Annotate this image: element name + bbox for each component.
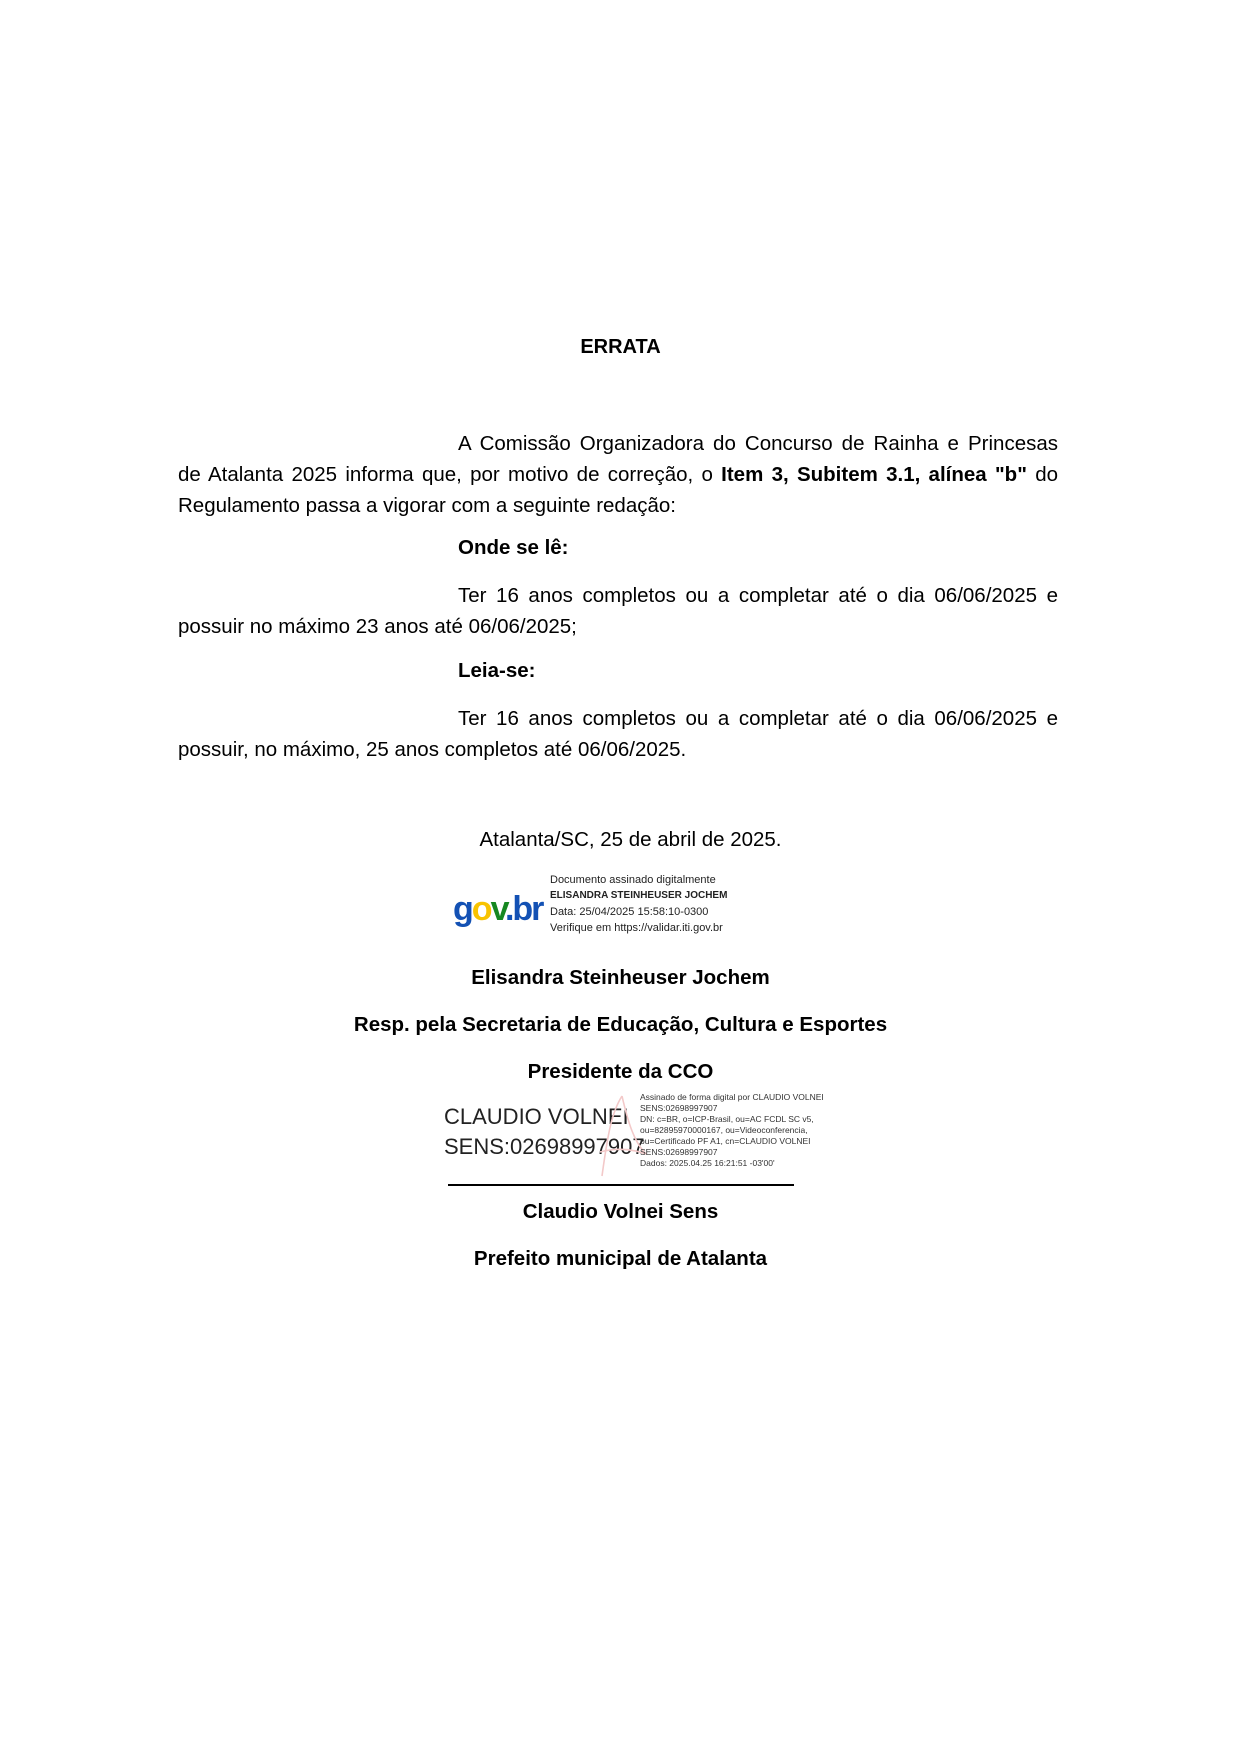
leia-se-heading: Leia-se:	[458, 659, 536, 682]
govbr-line-signed: Documento assinado digitalmente	[550, 874, 716, 886]
place-date: Atalanta/SC, 25 de abril de 2025.	[479, 828, 782, 851]
signer1-name: Elisandra Steinheuser Jochem	[471, 966, 770, 989]
leia-se-text: Ter 16 anos completos ou a completar até o dia 06/06/2025 e possuir, no máximo, 25 anos completos até 06/06/2025.	[178, 707, 1058, 761]
onde-se-le-heading: Onde se lê:	[458, 536, 569, 559]
cv-detail-line: DN: c=BR, o=ICP-Brasil, ou=AC FCDL SC v5,	[640, 1114, 814, 1124]
govbr-logo-br: br	[512, 890, 543, 928]
signer2-role: Prefeito municipal de Atalanta	[473, 1247, 768, 1270]
govbr-logo-v: v	[490, 890, 505, 928]
cv-signature-name-line2: SENS:02698997907	[444, 1134, 645, 1159]
govbr-signature-text	[550, 872, 727, 936]
intro-text-start: A Comissão Organizadora do Concurso de Rainha e Princesas de Atalanta 2025 informa que, por motivo de correção, o	[178, 432, 1058, 486]
govbr-signer-name: ELISANDRA STEINHEUSER JOCHEM	[550, 890, 728, 901]
svg-text:gov.br	[453, 890, 544, 928]
govbr-logo-o: o	[471, 890, 491, 928]
govbr-signature-date: Data: 25/04/2025 15:58:10-0300	[550, 906, 709, 918]
govbr-logo	[453, 884, 545, 930]
cv-digital-signature	[440, 1092, 840, 1184]
intro-item-reference: Item 3, Subitem 3.1, alínea "b"	[721, 463, 1027, 486]
cv-detail-line: ou=82895970000167, ou=Videoconferencia,	[640, 1125, 808, 1135]
cv-detail-line: SENS:02698997907	[640, 1147, 718, 1157]
govbr-verify-link[interactable]: Verifique em https://validar.iti.gov.br	[550, 922, 723, 934]
cv-signature-name-line1: CLAUDIO VOLNEI	[444, 1104, 629, 1129]
document-title: ERRATA	[580, 336, 661, 358]
govbr-digital-signature	[450, 870, 770, 942]
signer1-role: Resp. pela Secretaria de Educação, Cultura e Esportes	[353, 1013, 888, 1036]
cv-detail-line: Dados: 2025.04.25 16:21:51 -03'00'	[640, 1158, 775, 1168]
govbr-logo-dot: .	[504, 890, 513, 928]
cv-detail-line: SENS:02698997907	[640, 1103, 718, 1113]
govbr-logo-g: g	[453, 890, 472, 928]
signer2-name: Claudio Volnei Sens	[522, 1200, 719, 1223]
intro-paragraph	[178, 428, 1058, 521]
cv-signature-details	[640, 1092, 824, 1169]
intro-text-end: do Regulamento passa a vigorar com a seguinte redação:	[178, 463, 1058, 517]
cv-detail-line: Assinado de forma digital por CLAUDIO VOLNEI	[640, 1092, 824, 1102]
onde-se-le-text: Ter 16 anos completos ou a completar até o dia 06/06/2025 e possuir no máximo 23 anos até 06/06/2025;	[178, 584, 1058, 638]
signature-line	[448, 1184, 794, 1186]
signer1-role-cco: Presidente da CCO	[527, 1060, 714, 1083]
cv-detail-line: ou=Certificado PF A1, cn=CLAUDIO VOLNEI	[640, 1136, 811, 1146]
